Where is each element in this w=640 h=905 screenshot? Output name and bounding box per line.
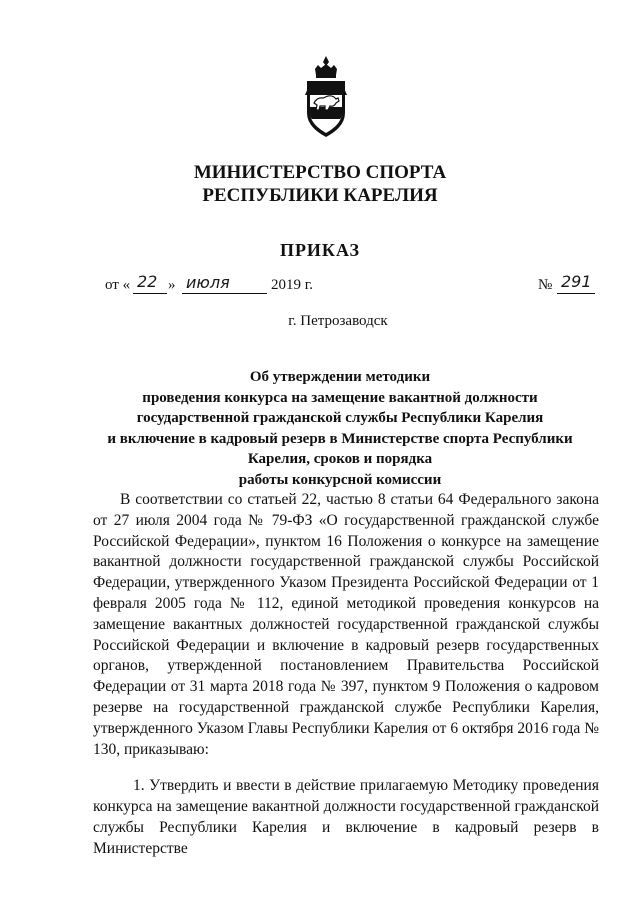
order-title: ПРИКАЗ bbox=[279, 240, 361, 260]
month-underline bbox=[182, 293, 267, 294]
subject-line: и включение в кадровый резерв в Министерстве спорта Республики bbox=[107, 430, 573, 447]
order-body bbox=[93, 490, 599, 860]
date-month: июля bbox=[186, 273, 230, 292]
number-underline bbox=[557, 293, 595, 294]
city: г. Петрозаводск bbox=[288, 313, 388, 329]
date-day: 22 bbox=[137, 272, 158, 291]
ministry-name bbox=[0, 161, 640, 207]
subject-line: Карелия, сроков и порядка bbox=[247, 451, 433, 468]
body-paragraph-1: В соответствии со статьей 22, частью 8 статьи 64 Федерального закона от 27 июля 2004 года № 79-ФЗ «О государственной гражданской службе Российской Федерации», пунктом 16 Положения о конкурсе на замещение вакантной должности государственной гражданской службы Российской Федерации, утвержденного Указом Президента Российской Федерации от 1 февраля 2005 года № 112, единой методикой проведения конкурсов на замещение вакантных должностей государственной гражданской службы Российской Федерации и включение в кадровый резерв государственных органов, утвержденной постановлением Правительства Российской Федерации от 31 марта 2018 года № 397, пунктом 9 Положения о кадровом резерве на государственной гражданской службе Республики Карелия, утвержденного Указом Главы Республики Карелия от 6 октября 2016 года № 130, приказываю: bbox=[93, 491, 599, 758]
order-subject bbox=[100, 367, 580, 491]
date-prefix: от « bbox=[105, 277, 131, 293]
date-year: 2019 г. bbox=[271, 277, 313, 293]
ministry-line-1: МИНИСТЕРСТВО СПОРТА bbox=[193, 162, 447, 183]
subject-line: проведения конкурса на замещение вакантной должности bbox=[142, 389, 538, 406]
subject-line: государственной гражданской службы Республики Карелия bbox=[136, 410, 544, 427]
date-row bbox=[0, 272, 640, 296]
order-number-prefix: № bbox=[538, 277, 553, 293]
body-paragraph-2: 1. Утвердить и ввести в действие прилагаемую Методику проведения конкурса на замещение вакантной должности государственной гражданской службы Республики Карелия и включение в кадровый резерв в Министерстве bbox=[93, 777, 599, 857]
day-underline bbox=[133, 293, 167, 294]
order-number: 291 bbox=[561, 272, 592, 291]
ministry-line-2: РЕСПУБЛИКИ КАРЕЛИЯ bbox=[202, 185, 438, 206]
subject-line: Об утверждении методики bbox=[249, 369, 431, 385]
subject-line: работы конкурсной комиссии bbox=[238, 471, 442, 488]
bear-shield-icon bbox=[303, 55, 349, 139]
date-quote-close: » bbox=[168, 277, 176, 293]
